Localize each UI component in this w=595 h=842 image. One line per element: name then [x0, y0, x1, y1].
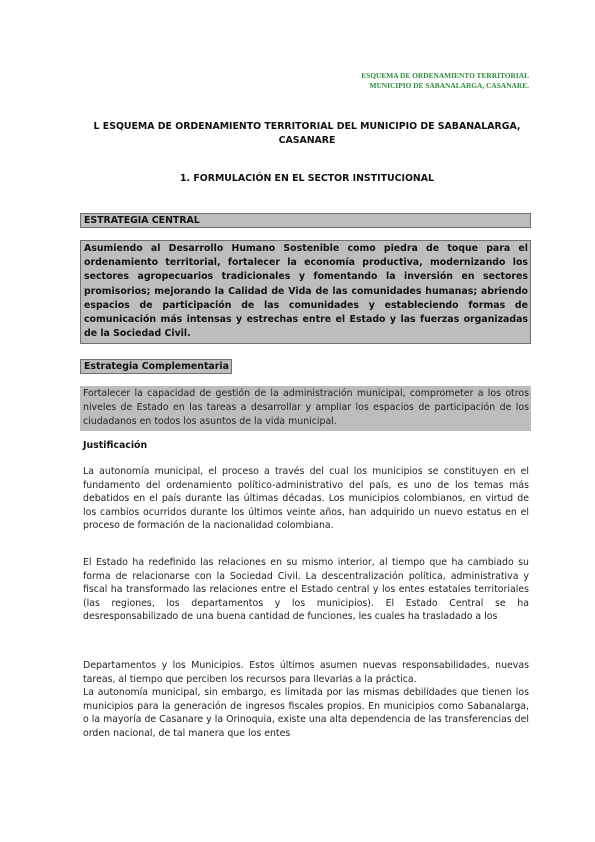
complementary-strategy-text: Fortalecer la capacidad de gestión de la administración municipal, comprometer a los otros niveles de Estado en las tareas a desarrollar y ampliar los espacios de participación de los ciudadanos en todos los asuntos de la vida municipal. [80, 386, 531, 431]
title-line-1: L ESQUEMA DE ORDENAMIENTO TERRITORIAL DEL MUNICIPIO DE SABANALARGA, [93, 121, 521, 132]
justification-paragraph-2: El Estado ha redefinido las relaciones en su mismo interior, al tiempo que ha cambiado su forma de relacionarse con la Sociedad Civil. La descentralización política, administrativa y fiscal ha transformado las relaciones entre el Estado central y los entes estatales territoriales (las regiones, los departamentos y los municipios). El Estado Central se ha desresponsabilizado de una buena cantidad de funciones, les cuales ha trasladado a los [83, 557, 529, 623]
page-header [361, 71, 529, 91]
complementary-strategy-heading: Estrategia Complementaria [80, 359, 232, 374]
justification-heading: Justificación [83, 440, 148, 451]
central-strategy-heading: ESTRATEGIA CENTRAL [80, 213, 531, 228]
header-line-1: ESQUEMA DE ORDENAMIENTO TERRITORIAL [361, 71, 529, 80]
document-title [82, 120, 532, 148]
header-line-2: MUNICIPIO DE SABANALARGA, CASANARE. [369, 81, 529, 90]
justification-paragraph-1: La autonomía municipal, el proceso a través del cual los municipios se constituyen en el fundamento del ordenamiento político-administrativo del país, es uno de los temas más debatidos en el país durante las últimas décadas. Los municipios colombianos, en virtud de los cambios ocurridos durante los últimos veinte años, han adquirido un nuevo estatus en el proceso de formación de la nacionalidad colombiana. [83, 466, 529, 532]
central-strategy-text: Asumiendo al Desarrollo Humano Sostenible como piedra de toque para el ordenamiento territorial, fortalecer la economía productiva, modernizando los sectores agropecuarios tradicionales y fomentando la inversión en sectores promisorios; mejorando la Calidad de Vida de las comunidades humanas; abriendo espacios de participación de las comunidades y estableciendo formas de comunicación más intensas y estrechas entre el Estado y las fuerzas organizadas de la Sociedad Civil. [80, 240, 531, 344]
section-title: 1. FORMULACIÓN EN EL SECTOR INSTITUCIONAL [180, 173, 434, 184]
justification-paragraph-3: Departamentos y los Municipios. Estos últimos asumen nuevas responsabilidades, nuevas tareas, al tiempo que perciben los recursos para llevarlas a la práctica. [83, 660, 529, 685]
title-line-2: CASANARE [278, 135, 336, 146]
justification-paragraph-4: La autonomía municipal, sin embargo, es limitada por las mismas debilidades que tienen los municipios para la generación de ingresos fiscales propios. En municipios como Sabanalarga, o la mayoría de Casanare y la Orinoquia, existe una alta dependencia de las transferencias del orden nacional, de tal manera que los entes [83, 687, 529, 739]
